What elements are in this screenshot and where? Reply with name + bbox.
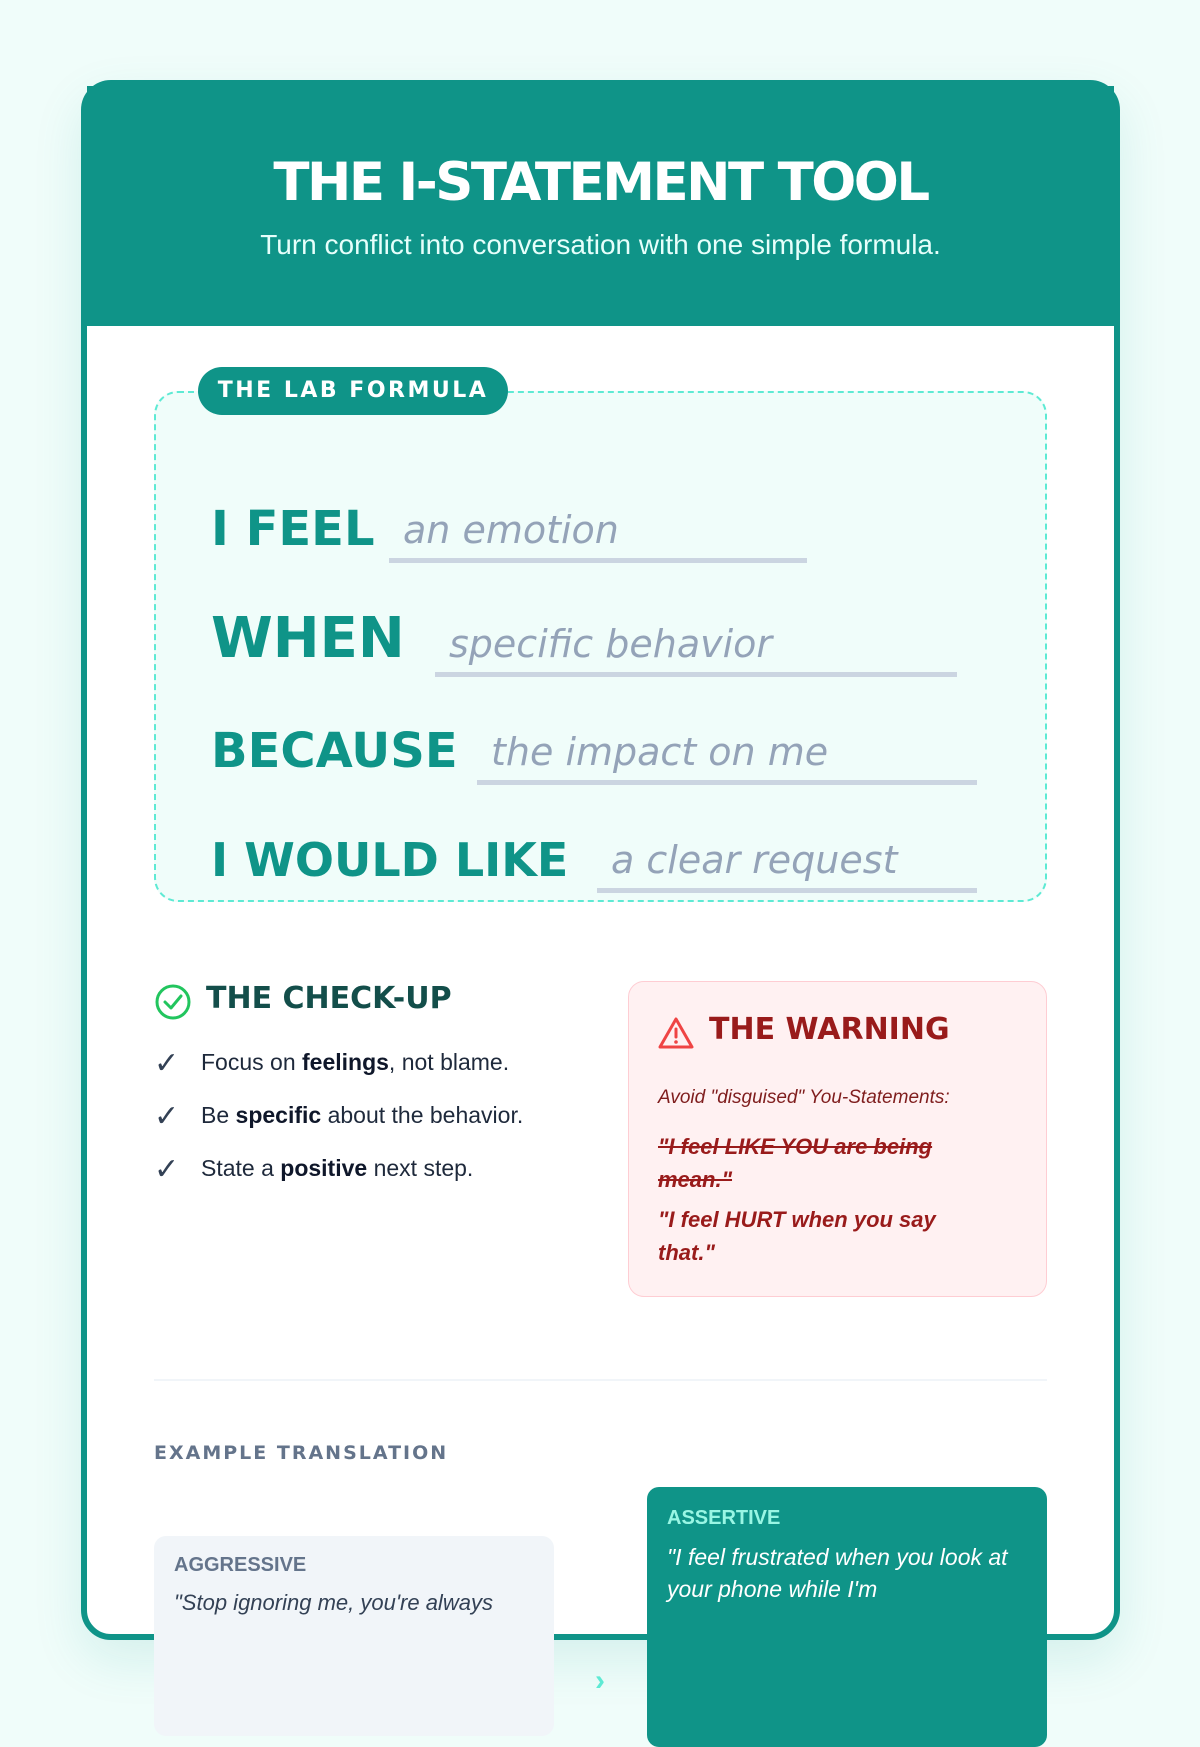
arrow-right-icon: › (595, 1664, 605, 1697)
warning-bad-example: "I feel LIKE YOU are being mean." (658, 1134, 933, 1192)
check-circle-icon (154, 983, 192, 1021)
formula-blank-emotion[interactable] (389, 503, 807, 563)
warning-box (628, 981, 1047, 1297)
assertive-card (647, 1487, 1047, 1747)
checkup-item-text: , not blame. (388, 1049, 510, 1075)
aggressive-card (154, 1536, 554, 1736)
section-divider (154, 1379, 1047, 1381)
formula-row-when (211, 597, 1045, 677)
formula-badge: THE LAB FORMULA (198, 367, 508, 415)
formula-keyword: I FEEL (211, 501, 375, 557)
formula-row-request (211, 813, 1045, 893)
checkmark-icon: ✓ (154, 1047, 180, 1080)
checkup-title: THE CHECK-UP (206, 981, 452, 1016)
checkup-item-bold: positive (280, 1155, 368, 1181)
checkup-item-text: Focus on (201, 1049, 302, 1075)
checkmark-icon: ✓ (154, 1100, 180, 1133)
formula-placeholder: an emotion (403, 508, 619, 552)
formula-box (154, 378, 1047, 902)
formula-blank-impact[interactable] (477, 725, 977, 785)
formula-keyword: WHEN (211, 606, 405, 671)
formula-keyword: BECAUSE (211, 723, 458, 779)
checkup-item-text: Be (201, 1102, 236, 1128)
warning-intro: Avoid "disguised" You-Statements: (658, 1087, 950, 1108)
formula-row-feel (211, 483, 1045, 563)
formula-placeholder: a clear request (611, 838, 898, 882)
warning-good-example: "I feel HURT when you say that." (658, 1207, 936, 1265)
formula-blank-request[interactable] (597, 833, 977, 893)
i-statement-card (81, 80, 1120, 1697)
header (87, 86, 1114, 326)
checkup-item-bold: feelings (302, 1049, 389, 1075)
formula-row-because (211, 705, 1045, 785)
formula-keyword: I WOULD LIKE (211, 833, 569, 887)
assertive-label: ASSERTIVE (667, 1507, 781, 1529)
checkmark-icon: ✓ (154, 1153, 180, 1186)
aggressive-label: AGGRESSIVE (174, 1554, 307, 1576)
warning-triangle-icon (657, 1016, 695, 1050)
checkup-item-bold: specific (235, 1102, 322, 1128)
example-label: EXAMPLE TRANSLATION (154, 1442, 449, 1464)
checkup-item-text: about the behavior. (321, 1102, 524, 1128)
formula-blank-behavior[interactable] (435, 617, 957, 677)
page-title: THE I-STATEMENT TOOL (273, 152, 928, 213)
aggressive-quote: "Stop ignoring me, you're always (174, 1590, 493, 1615)
checkup-item-text: State a (201, 1155, 281, 1181)
formula-placeholder: the impact on me (491, 730, 829, 774)
assertive-quote: "I feel frustrated when you look at your phone while I'm (667, 1544, 1008, 1602)
warning-title: THE WARNING (709, 1012, 950, 1047)
formula-placeholder: specific behavior (449, 622, 773, 666)
page-subtitle: Turn conflict into conversation with one simple formula. (260, 229, 941, 260)
checkup-item-text: next step. (367, 1155, 474, 1181)
